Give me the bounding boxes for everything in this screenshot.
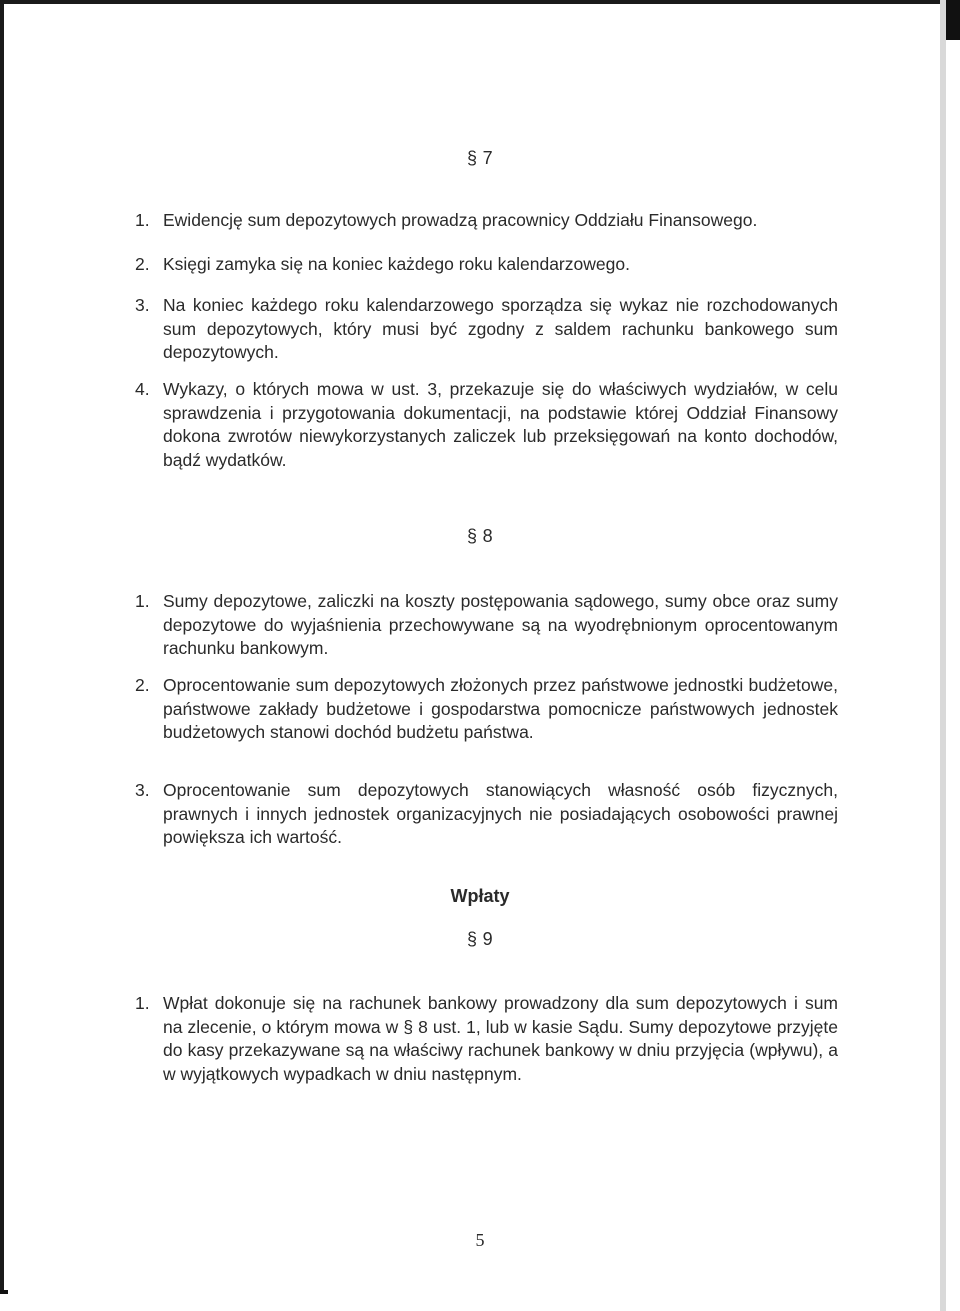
paragraph-number: 3.: [135, 780, 150, 800]
section-mark-9: § 9: [467, 929, 493, 949]
paragraph-text: Oprocentowanie sum depozytowych stanowiących własność osób fizycznych, prawnych i innych jednostek organizacyjnych nie posiadających osobowości prawnej powiększa ich wartość.: [163, 780, 838, 847]
paragraph-7-4: [135, 378, 838, 472]
scan-edge-right: [940, 0, 946, 1311]
section-mark-8: § 8: [467, 526, 493, 546]
scan-corner-mark: [946, 0, 960, 40]
page-number: 5: [475, 1230, 485, 1250]
paragraph-text: Wykazy, o których mowa w ust. 3, przekazuje się do właściwych wydziałów, w celu sprawdzenia i przygotowania dokumentacji, na podstawie której Oddział Finansowy dokona zwrotów niewykorzystanych zaliczek lub przeksięgowań na konto dochodów, bądź wydatków.: [163, 379, 838, 470]
paragraph-number: 2.: [135, 254, 150, 274]
section-heading-wplaty: Wpłaty: [450, 886, 510, 906]
paragraph-text: Księgi zamyka się na koniec każdego roku kalendarzowego.: [163, 254, 630, 274]
paragraph-9-1: [135, 992, 838, 1086]
section-mark-7: § 7: [467, 148, 493, 168]
scan-edge-top: [0, 0, 960, 4]
paragraph-text: Oprocentowanie sum depozytowych złożonych przez państwowe jednostki budżetowe, państwowe zakłady budżetowe i gospodarstwa pomocnicze państwowych jednostek budżetowych stanowi dochód budżetu państwa.: [163, 675, 838, 742]
paragraph-number: 4.: [135, 379, 150, 399]
paragraph-number: 1.: [135, 591, 150, 611]
paragraph-text: Wpłat dokonuje się na rachunek bankowy prowadzony dla sum depozytowych i sum na zlecenie, o którym mowa w § 8 ust. 1, lub w kasie Sądu. Sumy depozytowe przyjęte do kasy przekazywane są na właściwy rachunek bankowy w dniu przyjęcia (wpływu), a w wyjątkowych wypadkach w dniu następnym.: [163, 993, 838, 1084]
paragraph-8-2: [135, 674, 838, 745]
paragraph-text: Ewidencję sum depozytowych prowadzą pracownicy Oddziału Finansowego.: [163, 210, 758, 230]
paragraph-7-3: [135, 294, 838, 365]
paragraph-number: 1.: [135, 993, 150, 1013]
paragraph-number: 2.: [135, 675, 150, 695]
paragraph-7-2: [135, 253, 838, 277]
scan-bottom-mark: [0, 1290, 8, 1294]
paragraph-8-1: [135, 590, 838, 661]
paragraph-number: 3.: [135, 295, 150, 315]
paragraph-number: 1.: [135, 210, 150, 230]
paragraph-8-3: [135, 779, 838, 850]
scan-edge-left: [0, 0, 4, 1290]
paragraph-text: Na koniec każdego roku kalendarzowego sporządza się wykaz nie rozchodowanych sum depozytowych, który musi być zgodny z saldem rachunku bankowego sum depozytowych.: [163, 295, 838, 362]
paragraph-7-1: [135, 209, 838, 233]
paragraph-text: Sumy depozytowe, zaliczki na koszty postępowania sądowego, sumy obce oraz sumy depozytowe do wyjaśnienia przechowywane są na wyodrębnionym oprocentowanym rachunku bankowym.: [163, 591, 838, 658]
